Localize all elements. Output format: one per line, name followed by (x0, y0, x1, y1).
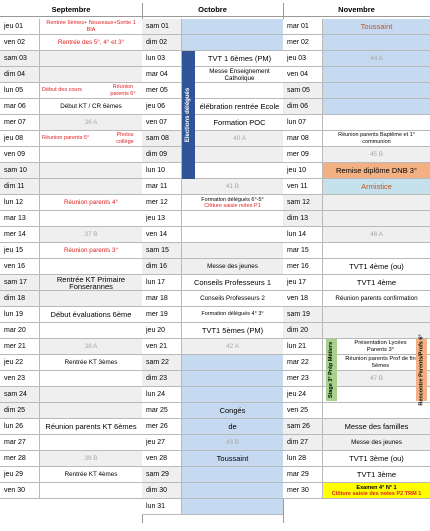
day-label: ven 04 (283, 67, 323, 82)
week-number: 45 B (323, 147, 430, 162)
day-label: sam 22 (142, 355, 182, 370)
day-label: mar 08 (283, 131, 323, 146)
day-row (283, 179, 430, 195)
day-label: lun 24 (142, 387, 182, 402)
week-number: 46 A (323, 227, 430, 242)
day-row (283, 147, 430, 163)
day-row (283, 163, 430, 179)
event: Messe des jeunes (182, 259, 283, 274)
day-row (142, 323, 283, 339)
day-row (283, 291, 430, 307)
day-row (0, 451, 142, 467)
day-label: sam 29 (142, 467, 182, 482)
day-row (283, 243, 430, 259)
day-row (142, 131, 283, 147)
day-label: mar 01 (283, 19, 323, 34)
event: Messe des familles (323, 419, 430, 434)
day-label: dim 06 (283, 99, 323, 114)
event-cell (182, 19, 283, 34)
day-row (142, 51, 283, 67)
day-row-empty (283, 499, 430, 515)
stage-band-label: Stage 3° Prép Métiers (328, 341, 335, 399)
day-label: mer 26 (142, 419, 182, 434)
day-row (142, 435, 283, 451)
event-cell (40, 403, 142, 418)
day-label: mer 09 (283, 147, 323, 162)
day-label: mar 11 (142, 179, 182, 194)
event-cell (323, 387, 430, 402)
week-number: 41 B (182, 179, 283, 194)
day-label: mar 13 (0, 211, 40, 226)
day-row (0, 179, 142, 195)
day-label: lun 26 (0, 419, 40, 434)
day-row (0, 339, 142, 355)
event-cell (182, 147, 283, 162)
day-row (142, 67, 283, 83)
week-number: 43 B (182, 435, 283, 450)
event: TVT1 4ème (356, 278, 397, 287)
day-label: sam 10 (0, 163, 40, 178)
event: Toussaint (182, 451, 283, 466)
day-label: ven 28 (142, 451, 182, 466)
week-number: 36 A (40, 115, 142, 130)
week-number: 40 A (182, 131, 283, 146)
day-row (142, 19, 283, 35)
day-row (0, 147, 142, 163)
event-cell (323, 243, 430, 258)
day-label: mar 29 (283, 467, 323, 482)
day-row (0, 227, 142, 243)
event-cell (40, 51, 142, 66)
event-cell (182, 499, 283, 514)
event-cell (182, 35, 283, 50)
day-row (283, 35, 430, 51)
day-row (0, 163, 142, 179)
day-row (142, 147, 283, 163)
event: Rentrée KT Primaire Fonserannes (40, 275, 142, 290)
day-row (142, 403, 283, 419)
day-row (283, 339, 430, 355)
day-label: sam 05 (283, 83, 323, 98)
day-label: sam 17 (0, 275, 40, 290)
day-row (283, 275, 430, 291)
day-label: mer 16 (283, 259, 323, 274)
event: Rentrée KT 4èmes (64, 471, 118, 478)
day-row (283, 115, 430, 131)
event-cell (182, 163, 283, 178)
day-label: lun 28 (283, 451, 323, 466)
day-label: lun 10 (142, 163, 182, 178)
event: Clôture saisie notes P1 (204, 202, 261, 209)
day-row (0, 115, 142, 131)
day-label: dim 11 (0, 179, 40, 194)
week-number: 38 A (40, 339, 142, 354)
event: Réunion parents 3° (64, 247, 118, 254)
day-row (283, 83, 430, 99)
week-number: 47 B (323, 371, 430, 386)
day-label: mer 02 (283, 35, 323, 50)
day-row (283, 51, 430, 67)
day-row (142, 499, 283, 515)
day-row (283, 371, 430, 387)
day-label: dim 09 (142, 147, 182, 162)
parents-profs-band (416, 334, 427, 406)
event-cell (323, 307, 430, 322)
event-cell (323, 67, 430, 82)
day-label: dim 27 (283, 435, 323, 450)
event-cell (182, 387, 283, 402)
day-label: mer 21 (0, 339, 40, 354)
day-label: jeu 08 (0, 131, 40, 146)
day-label: sam 19 (283, 307, 323, 322)
day-row (283, 467, 430, 483)
day-row (0, 307, 142, 323)
event-cell (323, 195, 430, 210)
day-label: jeu 01 (0, 19, 40, 34)
event-cell (323, 323, 430, 338)
elections-band-label: Elections délégués (185, 87, 192, 143)
day-label: dim 02 (142, 35, 182, 50)
day-label: dim 04 (0, 67, 40, 82)
day-label: ven 11 (283, 179, 323, 194)
day-row (0, 435, 142, 451)
day-row (283, 483, 430, 499)
day-row (142, 83, 283, 99)
day-label: lun 12 (0, 195, 40, 210)
day-label: ven 23 (0, 371, 40, 386)
day-label: mer 30 (283, 483, 323, 498)
day-row (142, 227, 283, 243)
event: Rentrée KT 3èmes (64, 359, 118, 366)
event-cell (182, 227, 283, 242)
event-cell (40, 435, 142, 450)
event: Réunion parents 5° (42, 135, 90, 141)
day-label: jeu 17 (283, 275, 323, 290)
week-number: 42 A (182, 339, 283, 354)
day-label: sam 01 (142, 19, 182, 34)
event: Armistice (323, 179, 430, 194)
day-row (142, 115, 283, 131)
day-label: ven 09 (0, 147, 40, 162)
day-label: dim 16 (142, 259, 182, 274)
stage-band (326, 339, 337, 401)
elections-band (182, 51, 195, 179)
day-label: ven 30 (0, 483, 40, 498)
day-label: mar 22 (283, 355, 323, 370)
day-label: ven 25 (283, 403, 323, 418)
day-label: mar 06 (0, 99, 40, 114)
event: Conseils Professeurs 2 (200, 295, 265, 302)
column-header-november: Novembre (283, 3, 430, 17)
day-row (0, 355, 142, 371)
day-row (0, 67, 142, 83)
day-label: dim 20 (283, 323, 323, 338)
day-label: ven 16 (0, 259, 40, 274)
event: TVT1 3ème (356, 470, 397, 479)
day-row (0, 131, 142, 147)
day-label: mar 04 (142, 67, 182, 82)
day-row (142, 275, 283, 291)
day-label: mer 28 (0, 451, 40, 466)
day-label: ven 14 (142, 227, 182, 242)
event: Début KT / CR 6èmes (60, 103, 122, 110)
event: Formation POC (213, 118, 266, 127)
event: TVT 1 6èmes (PM) (207, 54, 272, 63)
day-label: jeu 10 (283, 163, 323, 178)
day-label: lun 31 (142, 499, 182, 514)
event-cell (40, 483, 142, 498)
day-row (142, 307, 283, 323)
event: TVT1 3ème (ou) (349, 454, 404, 463)
event: Rentrée des 5°, 4° et 3° (57, 39, 125, 46)
day-row (142, 291, 283, 307)
event: de (182, 419, 283, 434)
day-row (0, 371, 142, 387)
event: Début des cours (42, 87, 83, 93)
day-label: jeu 06 (142, 99, 182, 114)
event: Formation délégués 4° 3° (201, 311, 264, 317)
event-cell (40, 323, 142, 338)
day-row (283, 419, 430, 435)
day-label: ven 18 (283, 291, 323, 306)
day-row (283, 195, 430, 211)
day-row (0, 243, 142, 259)
event-cell (182, 211, 283, 226)
day-label: sam 24 (0, 387, 40, 402)
day-row (283, 403, 430, 419)
day-row (0, 259, 142, 275)
day-label: lun 07 (283, 115, 323, 130)
day-row (142, 419, 283, 435)
day-row (142, 243, 283, 259)
event: Début évaluations 6ème (50, 310, 132, 319)
day-row (283, 211, 430, 227)
event: Conseils Professeurs 1 (193, 278, 272, 287)
parents-profs-band-label: Rencontre Parents/Profs 6° (418, 334, 425, 406)
day-row (283, 451, 430, 467)
event: Photos collège (116, 131, 134, 145)
event: Remise diplôme DNB 3° (323, 163, 430, 178)
day-row (283, 99, 430, 115)
event: Présentation Lycées Parents 3° (354, 339, 407, 353)
day-row (142, 387, 283, 403)
day-row (142, 35, 283, 51)
event-cell (323, 99, 430, 114)
day-label: sam 15 (142, 243, 182, 258)
day-label: sam 08 (142, 131, 182, 146)
event-cell (323, 115, 430, 130)
day-row (142, 99, 283, 115)
day-label: jeu 15 (0, 243, 40, 258)
day-label: mer 23 (283, 371, 323, 386)
day-label: dim 25 (0, 403, 40, 418)
day-row (283, 307, 430, 323)
day-label: dim 18 (0, 291, 40, 306)
event: Examen 4° N° 1 (356, 484, 397, 491)
event: Messe des jeunes (323, 435, 430, 450)
day-label: jeu 24 (283, 387, 323, 402)
event: élébration rentrée Ecole (199, 102, 280, 111)
day-label: mar 20 (0, 323, 40, 338)
day-row (0, 291, 142, 307)
event-cell (323, 211, 430, 226)
event-cell (182, 243, 283, 258)
week-number: 44 A (323, 51, 430, 66)
event-cell (182, 467, 283, 482)
day-row (142, 179, 283, 195)
day-label: sam 26 (283, 419, 323, 434)
week-number: 39 B (40, 451, 142, 466)
day-label: mer 05 (142, 83, 182, 98)
day-label: sam 03 (0, 51, 40, 66)
column-header-october: Octobre (142, 3, 283, 17)
day-label: mer 14 (0, 227, 40, 242)
day-row (142, 211, 283, 227)
october-column (142, 19, 283, 515)
day-label: jeu 03 (283, 51, 323, 66)
event-cell (40, 387, 142, 402)
day-row (283, 387, 430, 403)
event: Formation délégués 6°-5° (201, 196, 264, 203)
day-row (0, 467, 142, 483)
day-label: jeu 13 (142, 211, 182, 226)
day-row (142, 467, 283, 483)
day-row (0, 323, 142, 339)
event: TVT1 4ème (ou) (349, 262, 404, 271)
event: Réunion parents Prof de fin 5èmes (345, 355, 416, 369)
day-label: mer 07 (0, 115, 40, 130)
day-label: lun 14 (283, 227, 323, 242)
day-row (0, 403, 142, 419)
day-row (0, 387, 142, 403)
day-label: mar 27 (0, 435, 40, 450)
event: Toussaint (323, 19, 430, 34)
event-cell (323, 35, 430, 50)
day-row (0, 483, 142, 499)
day-row (142, 339, 283, 355)
day-label: dim 30 (142, 483, 182, 498)
day-label: ven 21 (142, 339, 182, 354)
event-cell (182, 355, 283, 370)
day-row (0, 83, 142, 99)
day-row (142, 451, 283, 467)
event-cell (323, 403, 430, 418)
event: Réunion parents Baptême et 1° communion (338, 131, 415, 145)
day-row (283, 67, 430, 83)
day-label: jeu 22 (0, 355, 40, 370)
event-cell (182, 371, 283, 386)
day-row (0, 419, 142, 435)
event-cell (40, 131, 142, 146)
event: Messe Enseignement Catholique (209, 67, 270, 82)
event-cell (40, 67, 142, 82)
day-row (0, 99, 142, 115)
day-row (283, 323, 430, 339)
column-header-september: Septembre (0, 3, 142, 17)
event-cell (182, 195, 283, 210)
day-row (142, 355, 283, 371)
day-label: mer 19 (142, 307, 182, 322)
day-row (0, 19, 142, 35)
event-cell (182, 483, 283, 498)
event: TVT1 5èmes (PM) (201, 326, 264, 335)
day-row (0, 35, 142, 51)
day-label: mar 25 (142, 403, 182, 418)
event-cell (40, 371, 142, 386)
event: Réunion parents 4° (64, 199, 118, 206)
day-row (283, 435, 430, 451)
day-row (0, 275, 142, 291)
day-label: ven 02 (0, 35, 40, 50)
event: Réunion parents 6° (110, 83, 136, 97)
day-row (283, 259, 430, 275)
event: Rentrée 6èmes+ Nouveaux+Sortie 1 BIA (46, 19, 136, 33)
day-label: mar 18 (142, 291, 182, 306)
day-label: dim 23 (142, 371, 182, 386)
day-row (142, 483, 283, 499)
day-row (0, 51, 142, 67)
day-label: mar 15 (283, 243, 323, 258)
week-number: 37 B (40, 227, 142, 242)
day-label: sam 12 (283, 195, 323, 210)
event-cell (40, 163, 142, 178)
day-row (0, 195, 142, 211)
event-cell (40, 211, 142, 226)
day-row (283, 227, 430, 243)
day-label: lun 17 (142, 275, 182, 290)
event-cell (40, 83, 142, 98)
event-cell (40, 291, 142, 306)
day-label: lun 21 (283, 339, 323, 354)
day-label: lun 03 (142, 51, 182, 66)
day-label: mer 12 (142, 195, 182, 210)
day-row (283, 131, 430, 147)
day-row (142, 195, 283, 211)
event-cell (40, 179, 142, 194)
event: Réunion parents KT 6èmes (45, 422, 137, 431)
event: Clôture saisie des notes P2 TRM 1 (331, 490, 422, 497)
day-row (142, 163, 283, 179)
day-row (283, 19, 430, 35)
event-cell (40, 259, 142, 274)
event-cell (323, 83, 430, 98)
event-cell (323, 483, 430, 498)
event-cell (182, 83, 283, 98)
day-row (142, 371, 283, 387)
november-column (283, 19, 430, 515)
day-label: lun 19 (0, 307, 40, 322)
day-label: lun 05 (0, 83, 40, 98)
event: Congés (182, 403, 283, 418)
day-label: ven 07 (142, 115, 182, 130)
day-label: jeu 29 (0, 467, 40, 482)
day-label: dim 13 (283, 211, 323, 226)
day-label: jeu 27 (142, 435, 182, 450)
day-row (0, 211, 142, 227)
day-row (283, 355, 430, 371)
day-row-empty (0, 499, 142, 515)
day-label: jeu 20 (142, 323, 182, 338)
day-row (142, 259, 283, 275)
event: Réunion parents confirmation (335, 295, 418, 302)
event-cell (40, 147, 142, 162)
september-column (0, 19, 142, 515)
